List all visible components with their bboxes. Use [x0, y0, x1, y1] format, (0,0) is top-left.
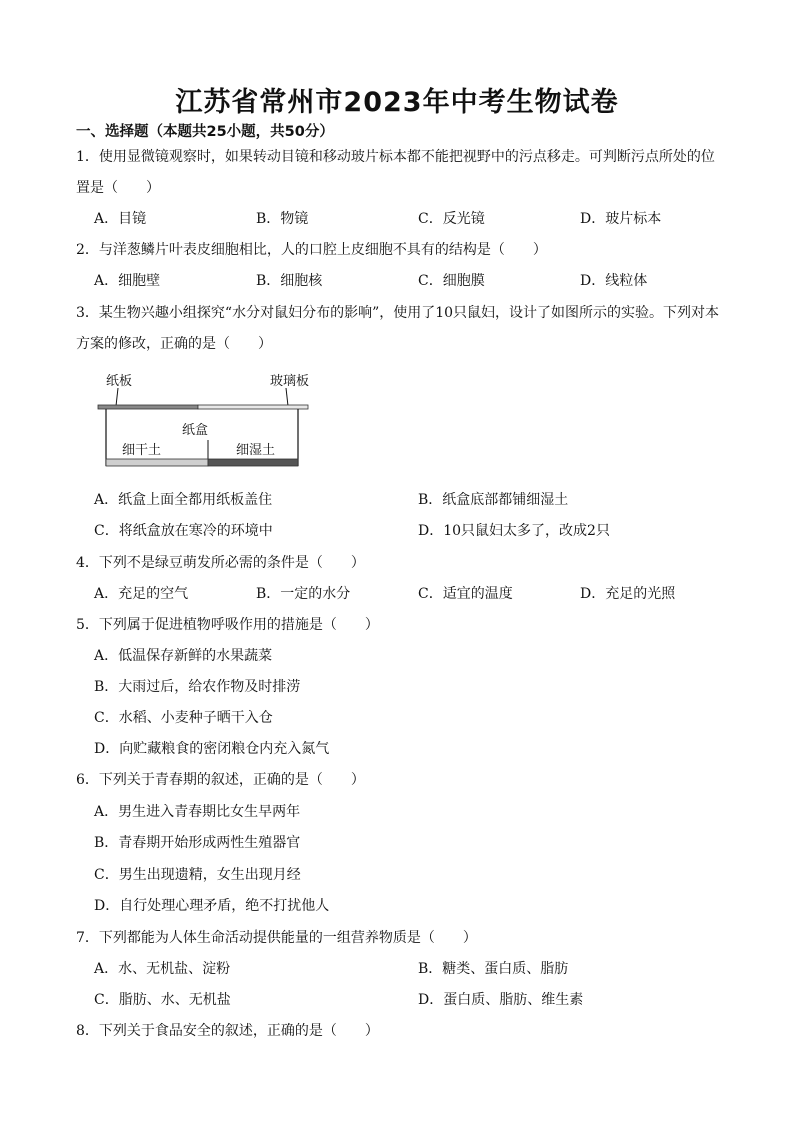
experiment-figure [96, 368, 312, 468]
question-6-option-c: C．男生出现遗精，女生出现月经 [94, 867, 301, 883]
question-3-option-d: D．10只鼠妇太多了，改成2只 [418, 523, 610, 539]
question-4-option-d: D．充足的光照 [580, 586, 676, 602]
question-6-option-d: D．自行处理心理矛盾，绝不打扰他人 [94, 898, 330, 914]
question-3-stem-cont: 方案的修改，正确的是（ ） [76, 336, 272, 352]
label-dry-soil: 细干土 [122, 443, 162, 458]
question-6-stem: 6．下列关于青春期的叙述，正确的是（ ） [76, 772, 365, 788]
question-8-stem: 8．下列关于食品安全的叙述，正确的是（ ） [76, 1023, 379, 1039]
question-2-stem: 2．与洋葱鳞片叶表皮细胞相比，人的口腔上皮细胞不具有的结构是（ ） [76, 242, 547, 258]
question-4-stem: 4．下列不是绿豆萌发所必需的条件是（ ） [76, 555, 365, 571]
label-wet-soil: 细湿土 [236, 443, 276, 458]
question-5-option-c: C．水稻、小麦种子晒干入仓 [94, 710, 273, 726]
question-2-option-c: C．细胞膜 [418, 273, 485, 289]
glass-pointer [286, 388, 288, 406]
question-7-option-a: A．水、无机盐、淀粉 [94, 961, 231, 977]
question-2-option-d: D．线粒体 [580, 273, 648, 289]
question-1-option-a: A．目镜 [94, 211, 147, 227]
exam-title: 江苏省常州市2023年中考生物试卷 [175, 87, 619, 118]
question-3-option-a: A．纸盒上面全都用纸板盖住 [94, 492, 273, 508]
question-3-stem: 3．某生物兴趣小组探究“水分对鼠妇分布的影响”，使用了10只鼠妇，设计了如图所示的实验。下列对本 [76, 305, 720, 321]
question-2-option-a: A．细胞壁 [94, 273, 161, 289]
question-6-option-b: B．青春期开始形成两性生殖器官 [94, 835, 301, 851]
question-3-option-c: C．将纸盒放在寒冷的环境中 [94, 523, 273, 539]
experiment-diagram [96, 368, 312, 468]
question-3-option-b: B．纸盒底部都铺细湿土 [418, 492, 569, 508]
question-6-option-a: A．男生进入青春期比女生早两年 [94, 804, 301, 820]
wet-soil-layer [208, 459, 298, 466]
label-box: 纸盒 [182, 423, 209, 438]
question-7-option-b: B．糖类、蛋白质、脂肪 [418, 961, 569, 977]
label-cardboard: 纸板 [106, 374, 133, 389]
question-1-option-c: C．反光镜 [418, 211, 485, 227]
question-1-stem-cont: 置是（ ） [76, 180, 160, 196]
question-7-option-c: C．脂肪、水、无机盐 [94, 992, 231, 1008]
question-5-option-d: D．向贮藏粮食的密闭粮仓内充入氮气 [94, 741, 330, 757]
question-2-option-b: B．细胞核 [256, 273, 323, 289]
section-heading: 一、选择题（本题共25小题，共50分） [76, 124, 334, 140]
question-5-stem: 5．下列属于促进植物呼吸作用的措施是（ ） [76, 617, 379, 633]
glass-cover [198, 405, 308, 409]
question-5-option-b: B．大雨过后，给农作物及时排涝 [94, 679, 301, 695]
dry-soil-layer [106, 459, 208, 466]
question-4-option-a: A．充足的空气 [94, 586, 189, 602]
question-1-stem: 1．使用显微镜观察时，如果转动目镜和移动玻片标本都不能把视野中的污点移走。可判断污点所处的位 [76, 149, 715, 165]
question-4-option-b: B．一定的水分 [256, 586, 351, 602]
cardboard-cover [98, 405, 198, 409]
question-1-option-d: D．玻片标本 [580, 211, 662, 227]
question-7-stem: 7．下列都能为人体生命活动提供能量的一组营养物质是（ ） [76, 930, 477, 946]
cardboard-pointer [116, 388, 118, 406]
label-glass: 玻璃板 [270, 374, 310, 389]
question-4-option-c: C．适宜的温度 [418, 586, 513, 602]
question-5-option-a: A．低温保存新鲜的水果蔬菜 [94, 648, 273, 664]
question-1-option-b: B．物镜 [256, 211, 309, 227]
question-7-option-d: D．蛋白质、脂肪、维生素 [418, 992, 584, 1008]
